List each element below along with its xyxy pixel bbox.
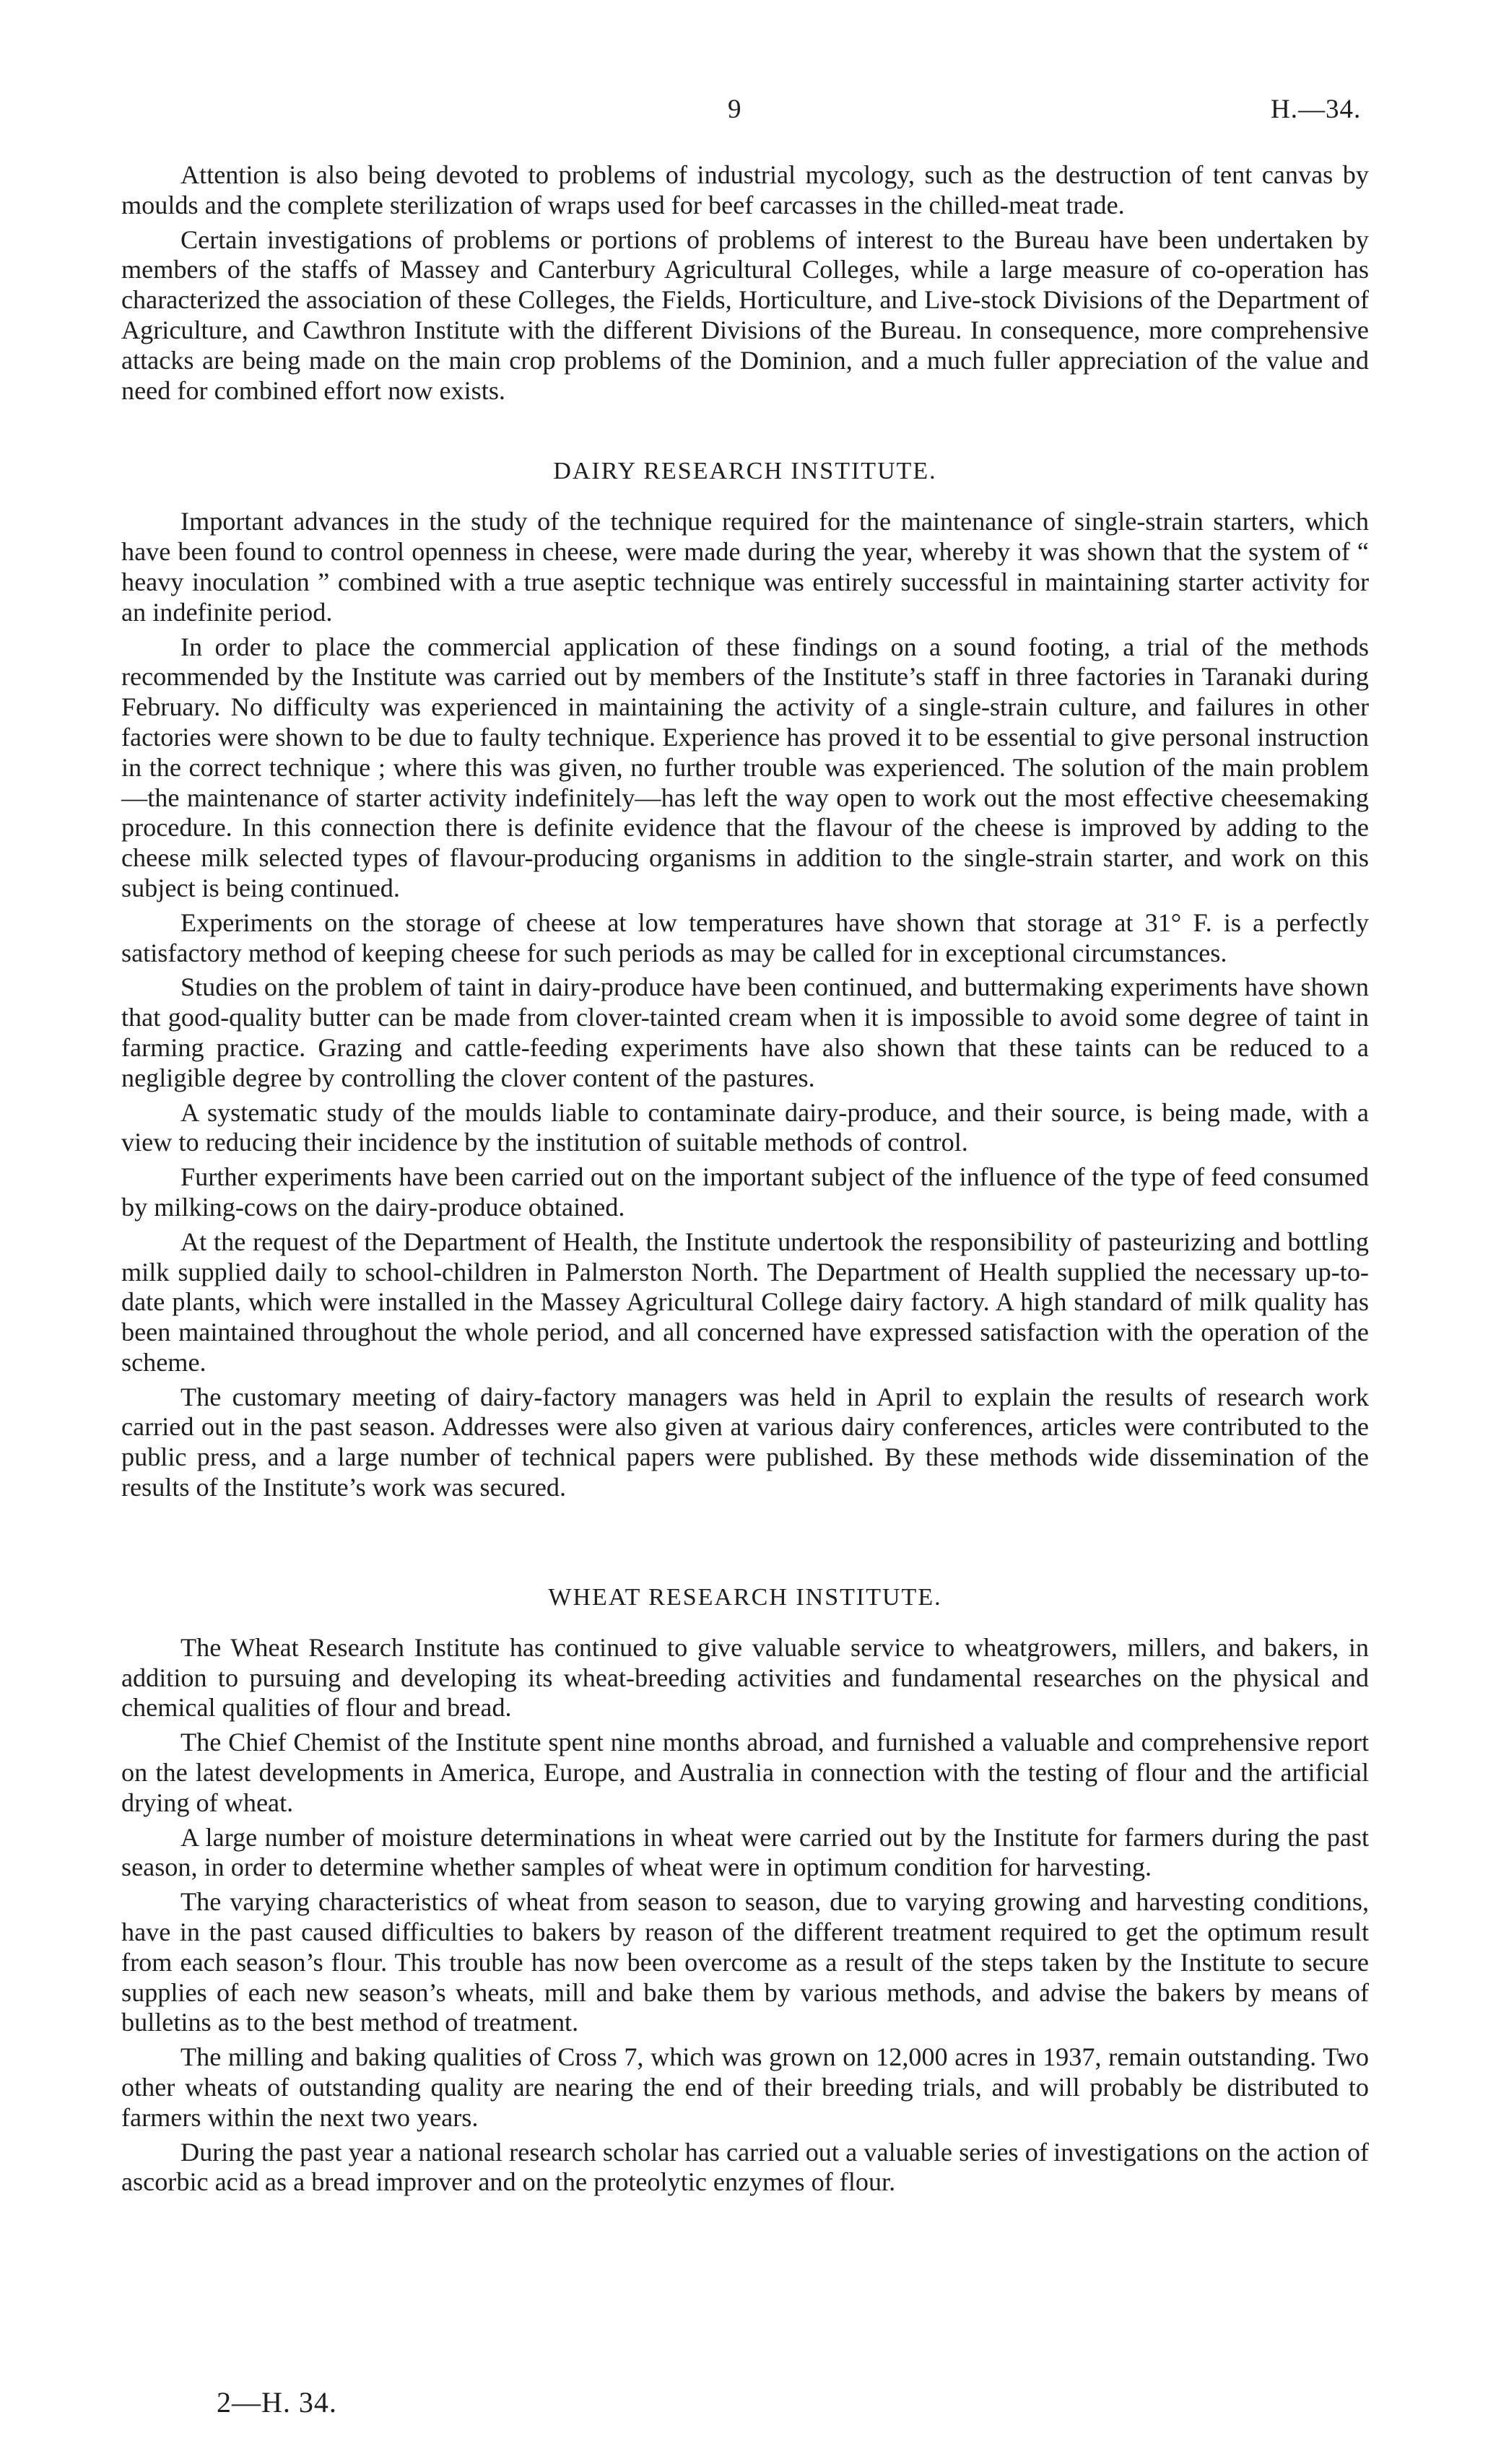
wheat-section-heading: WHEAT RESEARCH INSTITUTE. (548, 1583, 942, 1611)
paragraph: A systematic study of the moulds liable to contaminate dairy-produce, and their source, is being made, with a view to reducing their incidence by the institution of suitable methods of control. (121, 1097, 1369, 1157)
dairy-section-heading: DAIRY RESEARCH INSTITUTE. (553, 458, 937, 485)
paragraph: At the request of the Department of Health, the Institute undertook the responsibility of pasteurizing and bottling milk supplied daily to school-children in Palmerston North. The Department of Health supplied the necessary up-to-date plants, which were installed in the Massey Agricultural College dairy factory. A high standard of milk quality has been maintained throughout the whole period, and all concerned have expressed satisfaction with the operation of the scheme. (121, 1227, 1369, 1377)
paragraph: Further experiments have been carried out on the important subject of the influence of the type of feed consumed by milking-cows on the dairy-produce obtained. (121, 1162, 1369, 1222)
paragraph: The milling and baking qualities of Cross 7, which was grown on 12,000 acres in 1937, remain outstanding. Two other wheats of outstanding quality are nearing the end of their breeding trials, and will probably be distributed to farmers within the next two years. (121, 2042, 1369, 2132)
page-number: 9 (728, 95, 741, 124)
paragraph: Studies on the problem of taint in dairy-produce have been continued, and buttermaking experiments have shown that good-quality butter can be made from clover-tainted cream when it is impossible to avoid some degree of taint in farming practice. Grazing and cattle-feeding experiments have also shown that these taints can be reduced to a negligible degree by controlling the clover content of the pastures. (121, 972, 1369, 1092)
paragraph: Experiments on the storage of cheese at low temperatures have shown that storage at 31° F. is a perfectly satisfactory method of keeping cheese for such periods as may be called for in exceptional circumstances. (121, 907, 1369, 967)
paragraph: The customary meeting of dairy-factory managers was held in April to explain the results of research work carried out in the past season. Addresses were also given at various dairy conferences, articles were contributed to the public press, and a large number of technical papers were published. By these methods wide dissemination of the results of the Institute’s work was secured. (121, 1382, 1369, 1502)
paragraph: The Wheat Research Institute has continued to give valuable service to wheatgrowers, millers, and bakers, in addition to pursuing and developing its wheat-breeding activities and fundamental researches on the physical and chemical qualities of flour and bread. (121, 1632, 1369, 1723)
paragraph: During the past year a national research scholar has carried out a valuable series of investigations on the action of ascorbic acid as a bread improver and on the proteolytic enzymes of flour. (121, 2137, 1369, 2197)
document-reference: H.—34. (1271, 95, 1362, 124)
paragraph: A large number of moisture determinations in wheat were carried out by the Institute for farmers during the past season, in order to determine whether samples of wheat were in optimum condition for harvesting. (121, 1822, 1369, 1882)
footer-signature: 2—H. 34. (217, 2386, 337, 2419)
paragraph: In order to place the commercial application of these findings on a sound footing, a trial of the methods recommended by the Institute was carried out by members of the Institute’s staff in three factories in Taranaki during February. No difficulty was experienced in maintaining the activity of a single-strain culture, and failures in other factories were shown to be due to faulty technique. Experience has proved it to be essential to give personal instruction in the correct technique ; where this was given, no further trouble was experienced. The solution of the main problem—the maintenance of starter activity indefinitely—has left the way open to work out the most effective cheesemaking procedure. In this connection there is definite evidence that the flavour of the cheese is improved by adding to the cheese milk selected types of flavour-producing organisms in addition to the single-strain starter, and work on this subject is being continued. (121, 632, 1369, 902)
page-body (121, 160, 1369, 2202)
paragraph: The Chief Chemist of the Institute spent nine months abroad, and furnished a valuable and comprehensive report on the latest developments in America, Europe, and Australia in connection with the testing of flour and the artificial drying of wheat. (121, 1728, 1369, 1817)
paragraph: Attention is also being devoted to problems of industrial mycology, such as the destruction of tent canvas by moulds and the complete sterilization of wraps used for beef carcasses in the chilled-meat trade. (121, 160, 1369, 219)
paragraph: Important advances in the study of the technique required for the maintenance of single-strain starters, which have been found to control openness in cheese, were made during the year, whereby it was shown that the system of “ heavy inoculation ” combined with a true aseptic technique was entirely successful in maintaining starter activity for an indefinite period. (121, 507, 1369, 627)
paragraph: Certain investigations of problems or portions of problems of interest to the Bureau have been undertaken by members of the staffs of Massey and Canterbury Agricultural Colleges, while a large measure of co-operation has characterized the association of these Colleges, the Fields, Horticulture, and Live-stock Divisions of the Department of Agriculture, and Cawthron Institute with the different Divisions of the Bureau. In consequence, more comprehensive attacks are being made on the main crop problems of the Dominion, and a much fuller appreciation of the value and need for combined effort now exists. (121, 225, 1369, 405)
paragraph: The varying characteristics of wheat from season to season, due to varying growing and harvesting conditions, have in the past caused difficulties to bakers by reason of the different treatment required to get the optimum result from each season’s flour. This trouble has now been overcome as a result of the steps taken by the Institute to secure supplies of each new season’s wheats, mill and bake them by various methods, and advise the bakers by means of bulletins as to the best method of treatment. (121, 1887, 1369, 2037)
